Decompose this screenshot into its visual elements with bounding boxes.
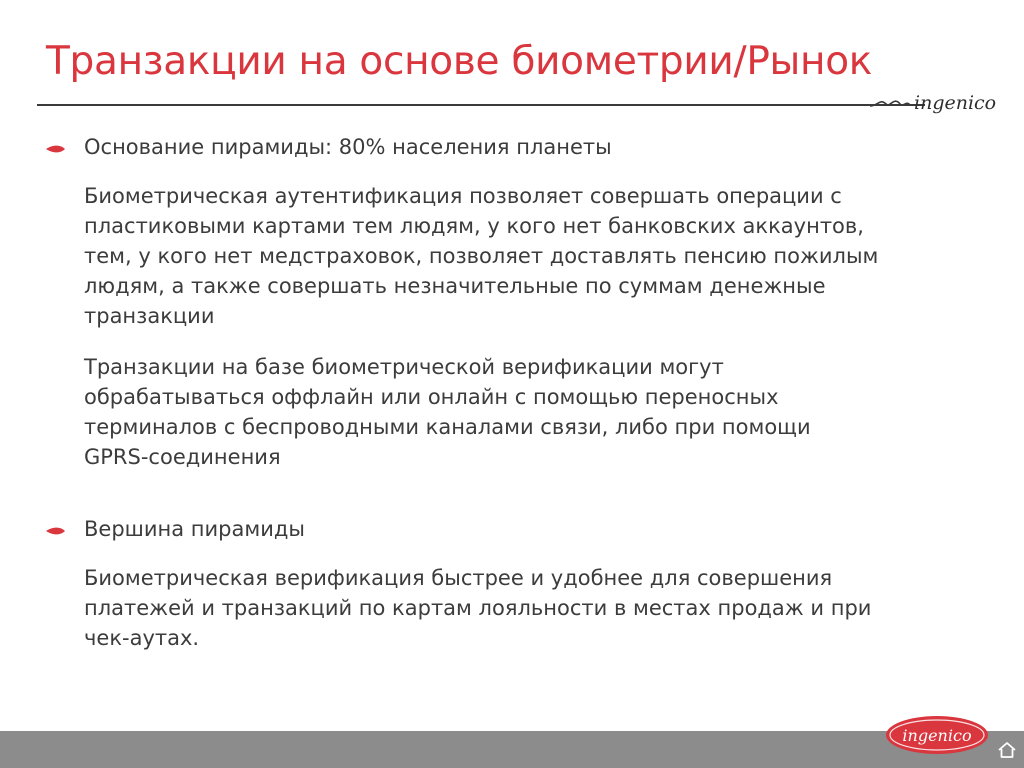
bullet-icon bbox=[46, 143, 66, 155]
slide-content bbox=[46, 0, 986, 700]
home-icon[interactable] bbox=[996, 740, 1018, 760]
svg-text:ingenico: ingenico bbox=[902, 726, 972, 745]
slide-title: Транзакции на основе биометрии/Рынок bbox=[46, 39, 873, 84]
bullet-icon bbox=[46, 525, 66, 537]
footer-bar bbox=[0, 731, 1024, 768]
paragraph-verification: Транзакции на базе биометрической верификации могут обрабатываться оффлайн или онлайн с помощью переносных терминалов с беспроводными каналами связи, либо при помощи GPRS-соединения bbox=[84, 355, 811, 469]
paragraph-authentication: Биометрическая аутентификация позволяет совершать операции с пластиковыми картами тем людям, у кого нет банковских аккаунтов, тем, у кого нет медстраховок, позволяет доставлять пенсию пожилым людям, а также совершать незначительные по суммам денежные транзакции bbox=[84, 184, 879, 328]
footer-logo bbox=[884, 714, 990, 756]
section-heading-top: Вершина пирамиды bbox=[84, 517, 305, 541]
section-heading-base: Основание пирамиды: 80% населения планеты bbox=[84, 135, 612, 159]
paragraph-top-verification: Биометрическая верификация быстрее и удобнее для совершения платежей и транзакций по картам лояльности в местах продаж и при чек-аутах. bbox=[84, 566, 872, 650]
svg-text:ingenico: ingenico bbox=[914, 92, 997, 114]
